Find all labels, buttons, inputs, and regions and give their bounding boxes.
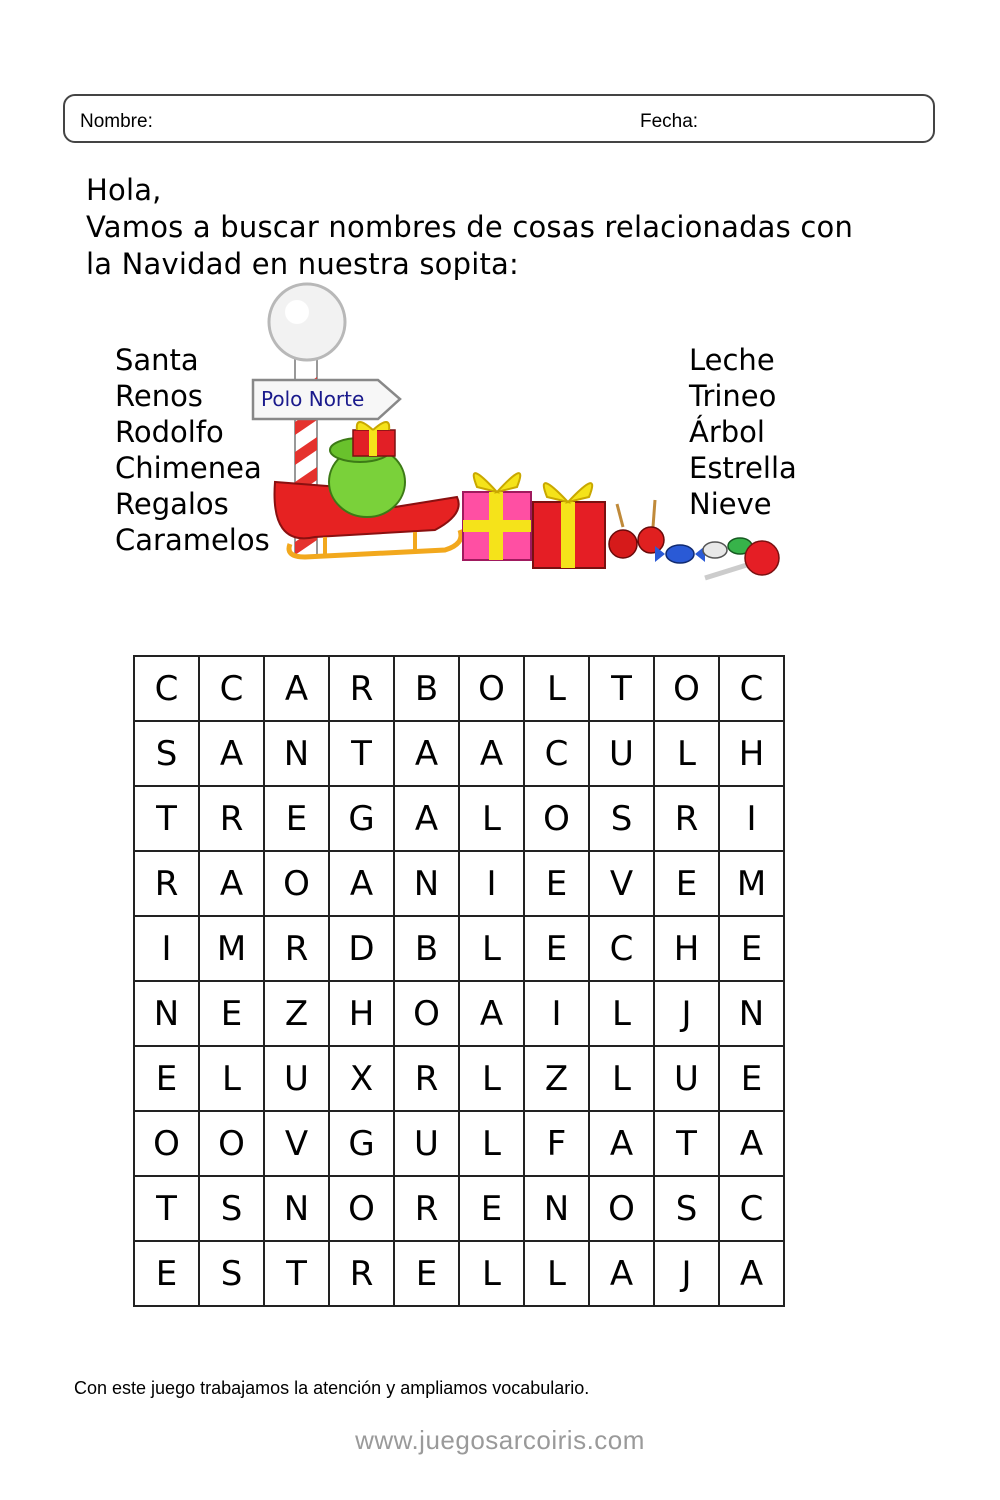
- grid-cell[interactable]: T: [654, 1111, 719, 1176]
- grid-cell[interactable]: N: [264, 1176, 329, 1241]
- grid-row: [134, 916, 784, 981]
- grid-cell[interactable]: H: [719, 721, 784, 786]
- grid-cell[interactable]: T: [134, 1176, 199, 1241]
- grid-cell[interactable]: O: [654, 656, 719, 721]
- grid-cell[interactable]: M: [719, 851, 784, 916]
- grid-row: [134, 981, 784, 1046]
- grid-cell[interactable]: R: [134, 851, 199, 916]
- grid-row: [134, 786, 784, 851]
- grid-cell[interactable]: T: [589, 656, 654, 721]
- grid-cell[interactable]: G: [329, 786, 394, 851]
- grid-cell[interactable]: L: [654, 721, 719, 786]
- grid-cell[interactable]: O: [394, 981, 459, 1046]
- grid-cell[interactable]: N: [264, 721, 329, 786]
- word-item: Leche: [689, 343, 775, 377]
- grid-cell[interactable]: O: [329, 1176, 394, 1241]
- grid-cell[interactable]: H: [329, 981, 394, 1046]
- grid-cell[interactable]: O: [524, 786, 589, 851]
- grid-cell[interactable]: E: [394, 1241, 459, 1306]
- grid-cell[interactable]: A: [459, 721, 524, 786]
- grid-row: [134, 1111, 784, 1176]
- grid-cell[interactable]: M: [199, 916, 264, 981]
- sign-label: Polo Norte: [261, 387, 365, 411]
- grid-cell[interactable]: E: [719, 1046, 784, 1111]
- grid-cell[interactable]: S: [589, 786, 654, 851]
- grid-cell[interactable]: C: [719, 1176, 784, 1241]
- grid-cell[interactable]: T: [329, 721, 394, 786]
- word-search-grid: [133, 655, 785, 1307]
- grid-cell[interactable]: S: [199, 1176, 264, 1241]
- grid-row: [134, 721, 784, 786]
- grid-cell[interactable]: S: [134, 721, 199, 786]
- grid-cell[interactable]: E: [459, 1176, 524, 1241]
- grid-cell[interactable]: L: [524, 656, 589, 721]
- grid-cell[interactable]: B: [394, 916, 459, 981]
- grid-cell[interactable]: S: [199, 1241, 264, 1306]
- grid-cell[interactable]: S: [654, 1176, 719, 1241]
- word-item: Rodolfo: [115, 415, 224, 449]
- grid-cell[interactable]: L: [459, 1241, 524, 1306]
- grid-cell[interactable]: R: [654, 786, 719, 851]
- grid-row: [134, 1241, 784, 1306]
- grid-cell[interactable]: E: [134, 1241, 199, 1306]
- grid-cell[interactable]: L: [589, 981, 654, 1046]
- grid-cell[interactable]: L: [524, 1241, 589, 1306]
- grid-cell[interactable]: A: [589, 1241, 654, 1306]
- grid-cell[interactable]: I: [719, 786, 784, 851]
- header-box: [63, 94, 935, 143]
- grid-cell[interactable]: R: [329, 1241, 394, 1306]
- grid-cell[interactable]: C: [589, 916, 654, 981]
- grid-cell[interactable]: L: [459, 916, 524, 981]
- name-label: Nombre:: [80, 111, 153, 132]
- grid-cell[interactable]: O: [199, 1111, 264, 1176]
- grid-cell[interactable]: U: [394, 1111, 459, 1176]
- grid-cell[interactable]: A: [394, 786, 459, 851]
- grid-cell[interactable]: A: [264, 656, 329, 721]
- word-item: Regalos: [115, 487, 229, 521]
- grid-cell[interactable]: H: [654, 916, 719, 981]
- word-item: Árbol: [689, 415, 765, 449]
- grid-cell[interactable]: E: [524, 851, 589, 916]
- grid-cell[interactable]: I: [134, 916, 199, 981]
- grid-cell[interactable]: N: [134, 981, 199, 1046]
- grid-cell[interactable]: G: [329, 1111, 394, 1176]
- word-item: Chimenea: [115, 451, 262, 485]
- grid-cell[interactable]: O: [589, 1176, 654, 1241]
- word-item: Santa: [115, 343, 199, 377]
- word-item: Renos: [115, 379, 203, 413]
- grid-cell[interactable]: T: [134, 786, 199, 851]
- grid-cell[interactable]: N: [719, 981, 784, 1046]
- grid-cell[interactable]: R: [199, 786, 264, 851]
- grid-cell[interactable]: X: [329, 1046, 394, 1111]
- grid-cell[interactable]: O: [264, 851, 329, 916]
- grid-cell[interactable]: A: [719, 1111, 784, 1176]
- grid-cell[interactable]: Z: [524, 1046, 589, 1111]
- grid-cell[interactable]: D: [329, 916, 394, 981]
- christmas-illustration: [245, 282, 790, 587]
- candy-icon: [655, 538, 752, 563]
- grid-cell[interactable]: L: [459, 1046, 524, 1111]
- grid-cell[interactable]: A: [199, 851, 264, 916]
- grid-cell[interactable]: Z: [264, 981, 329, 1046]
- grid-cell[interactable]: E: [654, 851, 719, 916]
- grid-cell[interactable]: U: [654, 1046, 719, 1111]
- grid-cell[interactable]: A: [394, 721, 459, 786]
- intro-line-2: Vamos a buscar nombres de cosas relacionadas con: [86, 210, 854, 244]
- gift-icon: [463, 473, 531, 560]
- grid-cell[interactable]: F: [524, 1111, 589, 1176]
- gift-icon: [533, 483, 605, 568]
- grid-cell[interactable]: J: [654, 981, 719, 1046]
- grid-cell[interactable]: I: [459, 851, 524, 916]
- grid-cell[interactable]: N: [394, 851, 459, 916]
- word-item: Trineo: [689, 379, 777, 413]
- grid-cell[interactable]: E: [524, 916, 589, 981]
- grid-cell[interactable]: R: [264, 916, 329, 981]
- date-label: Fecha:: [640, 111, 699, 132]
- grid-cell[interactable]: V: [589, 851, 654, 916]
- grid-cell[interactable]: A: [719, 1241, 784, 1306]
- word-item: Nieve: [689, 487, 772, 521]
- grid-cell[interactable]: A: [199, 721, 264, 786]
- grid-cell[interactable]: O: [134, 1111, 199, 1176]
- grid-cell[interactable]: C: [719, 656, 784, 721]
- grid-row: [134, 1046, 784, 1111]
- grid-cell[interactable]: C: [134, 656, 199, 721]
- grid-row: [134, 851, 784, 916]
- grid-cell[interactable]: C: [199, 656, 264, 721]
- grid-cell[interactable]: A: [459, 981, 524, 1046]
- grid-cell[interactable]: J: [654, 1241, 719, 1306]
- grid-cell[interactable]: C: [524, 721, 589, 786]
- grid-cell[interactable]: E: [199, 981, 264, 1046]
- grid-cell[interactable]: O: [459, 656, 524, 721]
- grid-cell[interactable]: A: [589, 1111, 654, 1176]
- grid-cell[interactable]: R: [394, 1176, 459, 1241]
- intro-line-1: Hola,: [86, 173, 162, 207]
- word-item: Estrella: [689, 451, 797, 485]
- grid-cell[interactable]: U: [589, 721, 654, 786]
- grid-cell[interactable]: E: [264, 786, 329, 851]
- grid-cell[interactable]: R: [394, 1046, 459, 1111]
- grid-cell[interactable]: E: [134, 1046, 199, 1111]
- grid-cell[interactable]: L: [199, 1046, 264, 1111]
- grid-row: [134, 1176, 784, 1241]
- grid-cell[interactable]: V: [264, 1111, 329, 1176]
- word-item: Caramelos: [115, 523, 270, 557]
- grid-row: [134, 656, 784, 721]
- grid-cell[interactable]: E: [719, 916, 784, 981]
- grid-cell[interactable]: T: [264, 1241, 329, 1306]
- footer-note: Con este juego trabajamos la atención y ampliamos vocabulario.: [74, 1378, 590, 1398]
- intro-text: [86, 172, 853, 283]
- grid-cell[interactable]: L: [459, 1111, 524, 1176]
- grid-cell[interactable]: U: [264, 1046, 329, 1111]
- website-url: www.juegosarcoiris.com: [355, 1425, 645, 1455]
- grid-cell[interactable]: L: [459, 786, 524, 851]
- grid-cell[interactable]: L: [589, 1046, 654, 1111]
- grid-cell[interactable]: A: [329, 851, 394, 916]
- grid-cell[interactable]: R: [329, 656, 394, 721]
- grid-cell[interactable]: N: [524, 1176, 589, 1241]
- intro-line-3: la Navidad en nuestra sopita:: [86, 247, 519, 281]
- grid-cell[interactable]: B: [394, 656, 459, 721]
- grid-cell[interactable]: I: [524, 981, 589, 1046]
- polo-norte-sign: [253, 380, 400, 419]
